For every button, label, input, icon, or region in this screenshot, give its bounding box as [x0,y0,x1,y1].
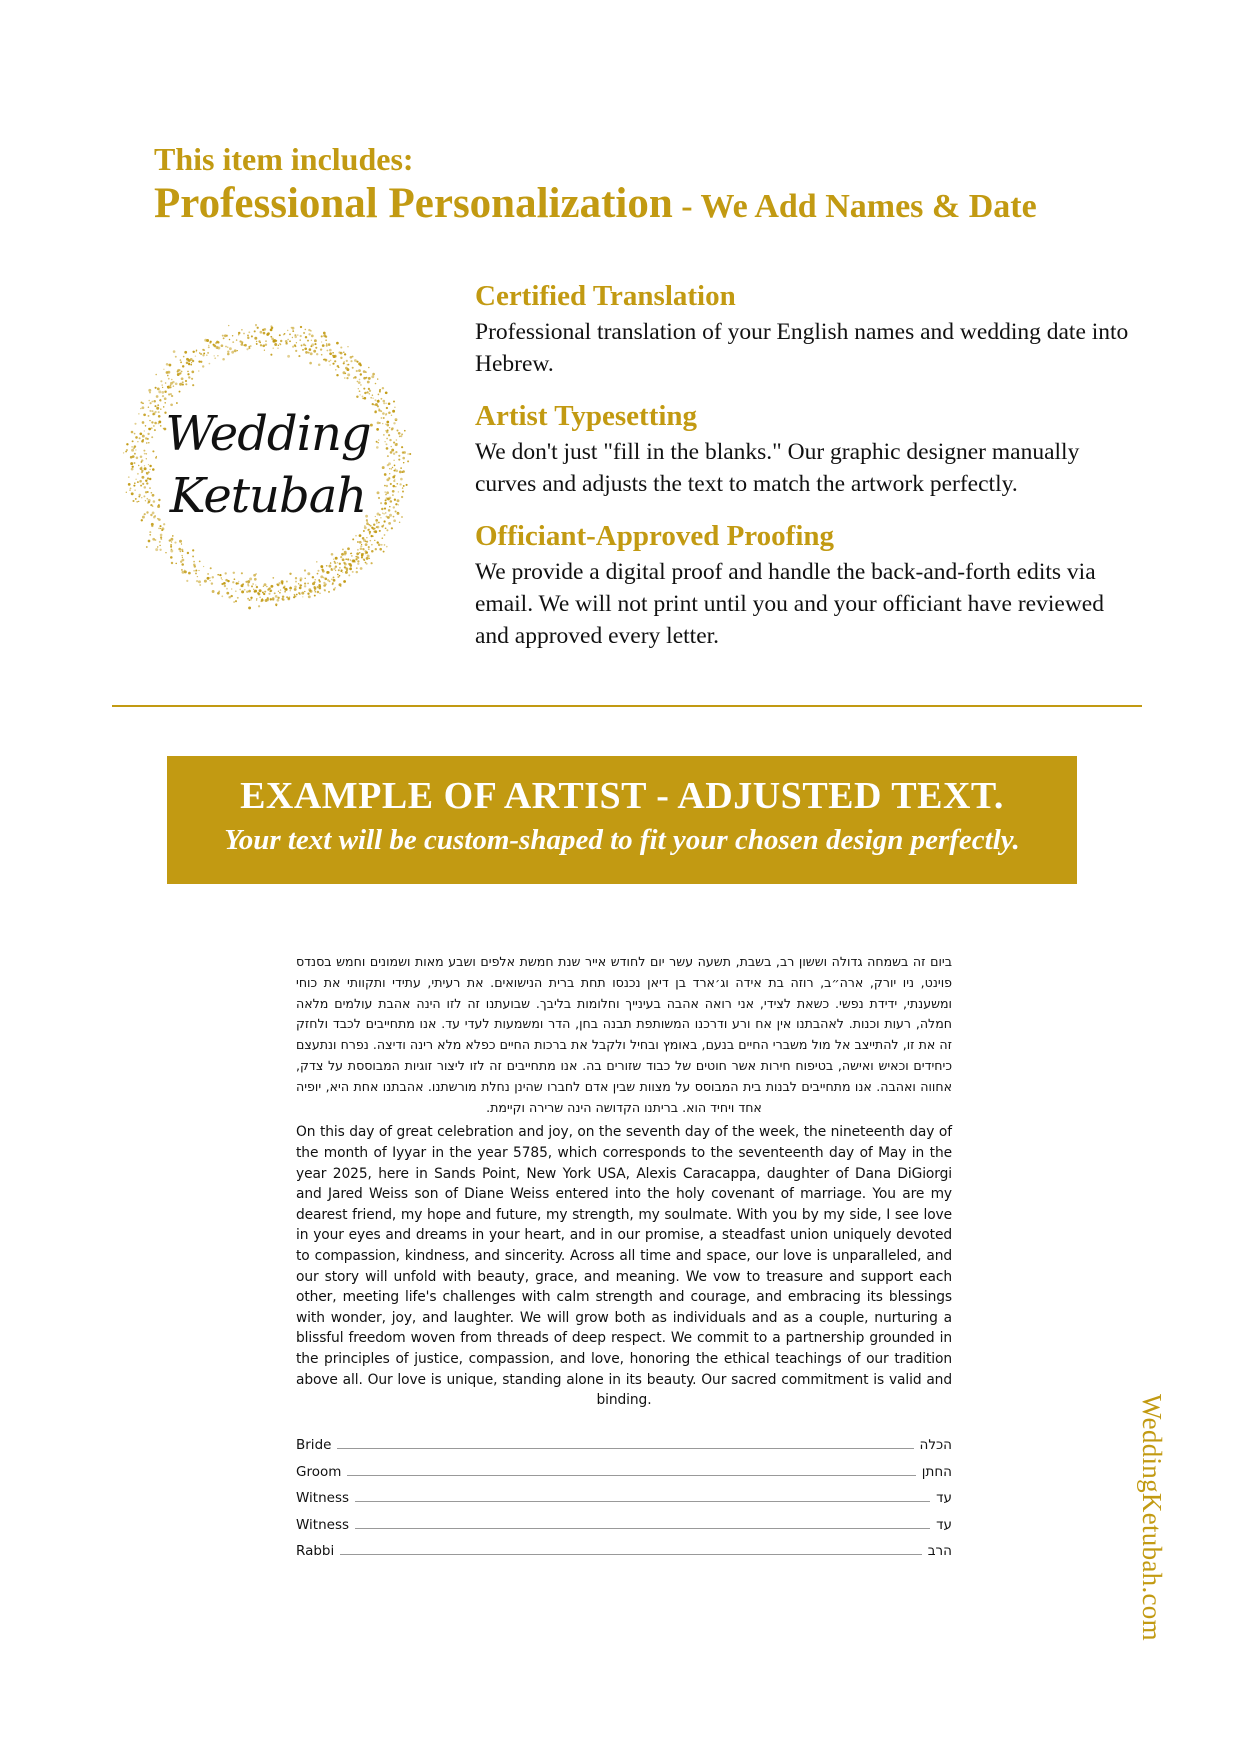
signature-label-he: הרב [927,1543,952,1560]
signature-line [355,1528,930,1529]
site-watermark: WeddingKetubah.com [1137,1394,1167,1641]
signature-line [340,1554,922,1555]
section-divider [112,705,1142,707]
banner-title: EXAMPLE OF ARTIST - ADJUSTED TEXT. [240,775,1004,817]
signature-label-he: עד [936,1516,952,1533]
feature-title: Officiant-Approved Proofing [475,520,835,552]
signature-label-en: Rabbi [296,1543,335,1560]
feature-officiant-proofing [475,518,1135,652]
ketubah-sample-text [296,952,952,1559]
logo-text [108,305,428,625]
signature-row-bride [296,1427,952,1454]
english-text-block: On this day of great celebration and joy, on the seventh day of the week, the nineteenth day of the month of Iyyar in the year 5785, which corresponds to the seventeenth day of May in the year 2025, here in Sands Point, New York USA, Alexis Caracappa, daughter of Dana DiGiorgi and Jared Weiss son of Diane Weiss entered into the holy covenant of marriage. You are my dearest friend, my hope and future, my strength, my soulmate. With you by my side, I see love in your eyes and dreams in your heart, and in our promise, a steadfast union uniquely devoted to compassion, kindness, and sincerity. Across all time and space, our love is unparalleled, and our story will unfold with beauty, grace, and meaning. We vow to treasure and support each other, meeting life's challenges with calm strength and courage, and embracing its blessings with wonder, joy, and laughter. We will grow both as individuals and as a couple, nurturing a blissful freedom woven from threads of deep respect. We commit to a partnership grounded in the principles of justice, compassion, and love, honoring the ethical teachings of our tradition above all. Our love is unique, standing alone in its beauty. Our sacred commitment is valid and binding. [296,1124,952,1409]
signature-line [347,1475,915,1476]
signature-label-he: עד [936,1490,952,1507]
signature-row-rabbi [296,1533,952,1560]
signature-row-witness-2 [296,1506,952,1533]
logo-line-2: Ketubah [169,468,367,524]
signature-label-he: החתן [921,1463,952,1480]
signature-label-en: Witness [296,1490,350,1507]
heading-dash: - [672,188,701,225]
signature-label-en: Groom [296,1463,342,1480]
signature-label-en: Bride [296,1437,332,1454]
includes-title: This item includes: [154,141,414,177]
feature-text: We provide a digital proof and handle the back-and-forth edits via email. We will not print until you and your officiant have reviewed and approved every letter. [475,559,1104,649]
signature-line [355,1501,930,1502]
intro-header [154,140,1154,233]
hebrew-text-block: ביום זה בשמחה גדולה וששון רב, בשבת, תשעה עשר יום לחודש אייר שנת חמשת אלפים ושבע מאות ושמונים וחמש בסנדס פוינט, ניו יורק, ארה״ב, רוזה בת אידה וג׳ארד בן דיאן נכנסו תחת ברית הנישואים. את רעיתי, עתידי ותקוותי את כוחי ומשענתי, ידידת נפשי. כשאת לצידי, אני רואה אהבה בעינייך וחלומות בליבך. שבועתנו זה לזו הינה אהבת עולמים מלאה חמלה, רעות וכנות. לאהבתנו אין אח ורע ודרכנו המשותפת תבנה בחן, הדר ומשמעות לעדי עד. אנו מתחייבים לכבד ולחזק זה את זו, להתייצב אל מול משברי החיים בנעם, באומץ ובחיל ולקבל את ברכות החיים כפלא מלא רינה ודיצה. נפרח ונתעצם כיחידים וכאיש ואישה, בטיפוח חירות אשר חוטים של כבוד שזורים בה. אנו מתחייבים זה לזו ליצור זוגיות המבוססת על צדק, אחווה ואהבה. אנו מתחייבים לבנות בית המבוסס על מצוות שבין אדם לחברו שהינן נחלת מורשתנו. אהבתנו אחת היא, יופיה אחד ויחיד הוא. בריתנו הקדושה הינה שרירה וקיימת. [296,954,952,1115]
signature-line [337,1448,913,1449]
signature-row-groom [296,1453,952,1480]
feature-text: We don't just "fill in the blanks." Our graphic designer manually curves and adjusts the text to match the artwork perfectly. [475,439,1080,497]
banner-subtitle: Your text will be custom-shaped to fit your chosen design perfectly. [224,824,1020,856]
main-heading [154,178,1154,233]
feature-title: Artist Typesetting [475,400,698,432]
feature-title: Certified Translation [475,280,736,312]
logo-line-1: Wedding [165,406,371,462]
wedding-ketubah-logo [108,305,428,625]
signature-row-witness-1 [296,1480,952,1507]
main-heading-subtitle: We Add Names & Date [700,188,1037,225]
feature-list [475,278,1135,670]
feature-artist-typesetting [475,398,1135,500]
example-banner [167,756,1077,884]
signature-lines [296,1427,952,1560]
feature-text: Professional translation of your English names and wedding date into Hebrew. [475,319,1129,377]
signature-label-he: הכלה [919,1437,952,1454]
signature-label-en: Witness [296,1516,350,1533]
feature-certified-translation [475,278,1135,380]
main-heading-text: Professional Personalization [154,180,673,227]
